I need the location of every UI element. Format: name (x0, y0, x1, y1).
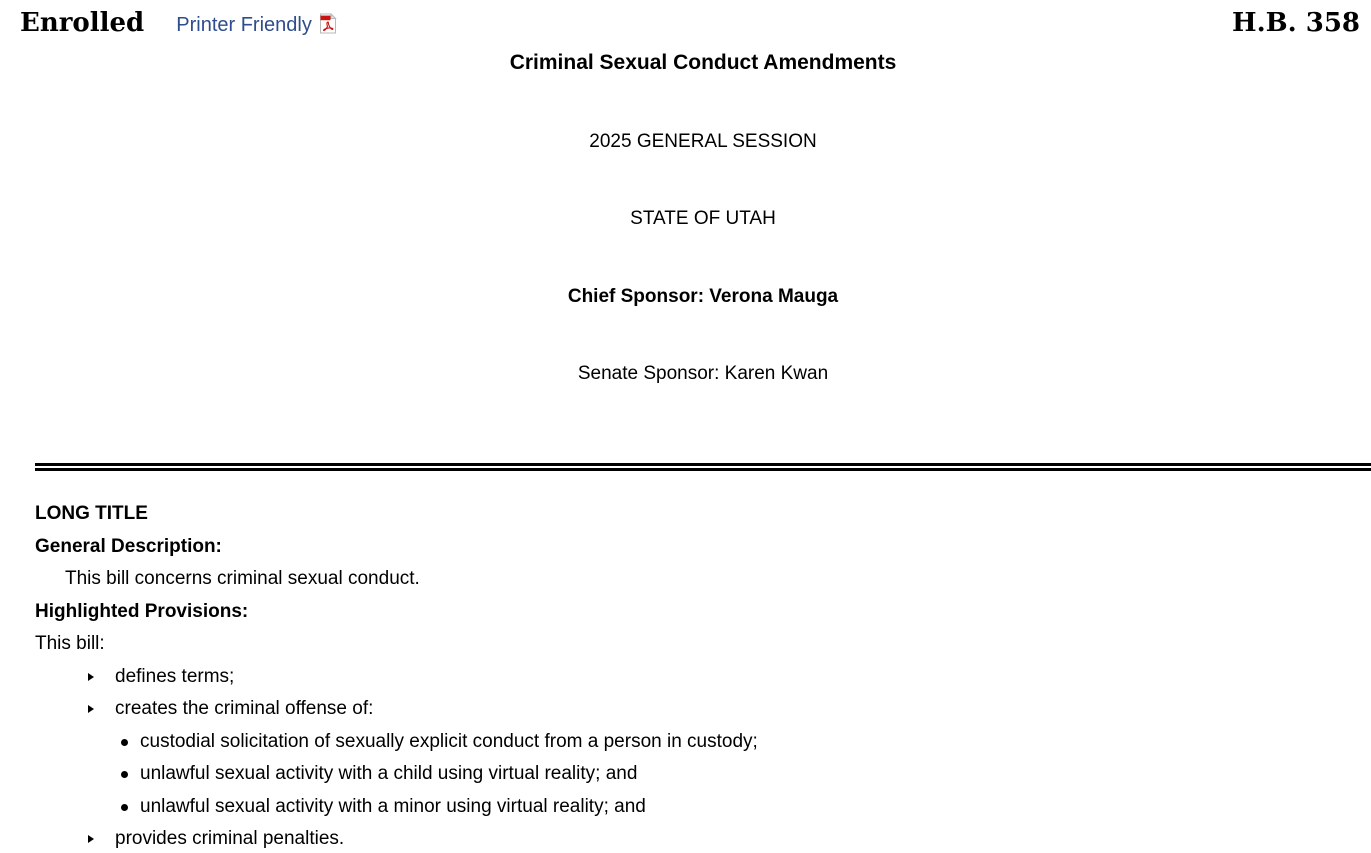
state-line: STATE OF UTAH (630, 208, 776, 229)
provision-text: unlawful sexual activity with a child using virtual reality; and (140, 763, 638, 784)
senate-sponsor-line: Senate Sponsor: Karen Kwan (577, 363, 829, 384)
bill-body (35, 498, 1371, 853)
dot-bullet-icon (121, 739, 128, 746)
section-divider-double-rule (35, 463, 1371, 471)
dot-bullet-icon (121, 804, 128, 811)
bill-number: H.B. 358 (1232, 8, 1360, 38)
general-description-heading: General Description: (35, 535, 222, 557)
provision-item (35, 726, 1371, 759)
provision-item (35, 693, 1371, 726)
provision-text: defines terms; (115, 665, 235, 687)
long-title-heading: LONG TITLE (35, 503, 148, 524)
provision-item (35, 661, 1371, 694)
printer-friendly-link-label: Printer Friendly (176, 14, 312, 36)
bill-title: Criminal Sexual Conduct Amendments (509, 51, 897, 74)
provision-text: creates the criminal offense of: (115, 698, 374, 719)
provision-text: custodial solicitation of sexually explicit conduct from a person in custody; (140, 730, 758, 752)
triangle-bullet-icon (88, 835, 94, 843)
header-left-group (20, 8, 337, 38)
session-line: 2025 GENERAL SESSION (589, 131, 817, 152)
provision-item (35, 823, 1371, 853)
pdf-file-icon[interactable] (319, 13, 337, 40)
dot-bullet-icon (121, 771, 128, 778)
provisions-list (35, 661, 1371, 853)
triangle-bullet-icon (88, 705, 94, 713)
bill-status-label: Enrolled (20, 8, 145, 38)
triangle-bullet-icon (88, 673, 94, 681)
provision-item (35, 758, 1371, 791)
provision-item (35, 791, 1371, 824)
general-description-text: This bill concerns criminal sexual conduct. (65, 568, 420, 589)
this-bill-label: This bill: (35, 633, 105, 654)
provision-text: provides criminal penalties. (115, 828, 345, 849)
highlighted-provisions-heading: Highlighted Provisions: (35, 600, 249, 622)
chief-sponsor-line: Chief Sponsor: Verona Mauga (567, 286, 839, 307)
printer-friendly-link[interactable] (176, 10, 337, 37)
provision-text: unlawful sexual activity with a minor using virtual reality; and (140, 795, 646, 817)
